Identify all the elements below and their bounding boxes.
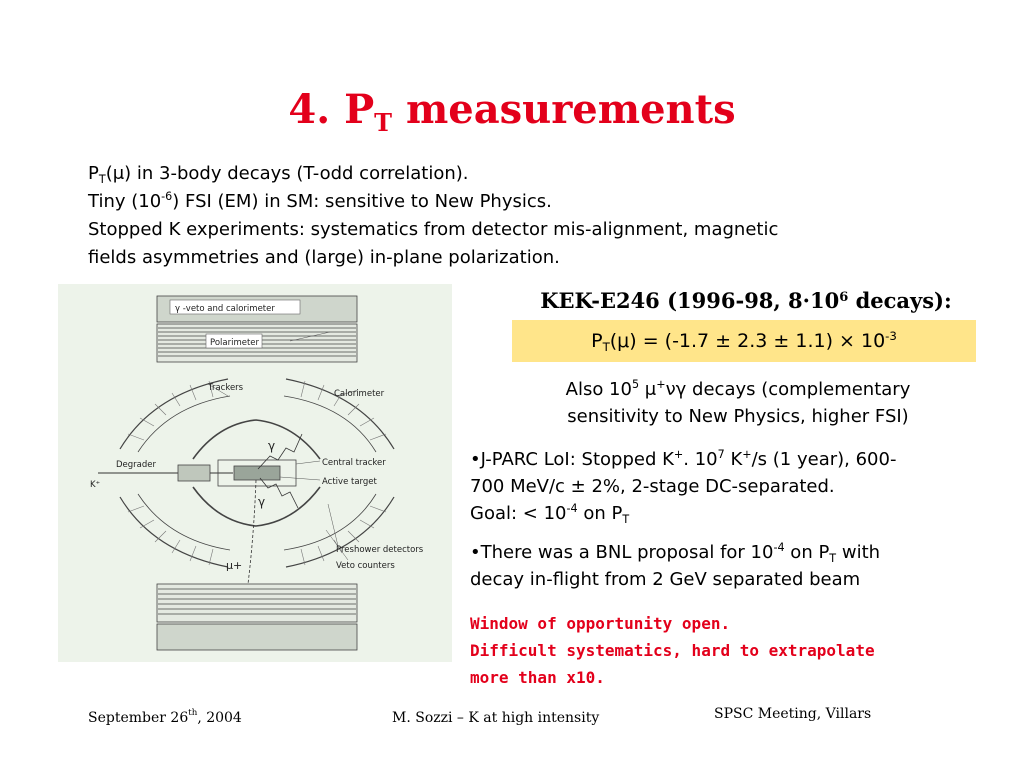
label-gamma-top: γ	[268, 439, 276, 453]
also-text	[500, 376, 976, 430]
detector-schematic	[58, 284, 452, 662]
label-kplus: K⁺	[90, 480, 101, 490]
label-degrader: Degrader	[116, 460, 156, 470]
conclusion-text	[470, 610, 1010, 691]
lower-tracker	[193, 487, 320, 526]
label-polarimeter: Polarimeter	[210, 338, 260, 348]
label-veto-calorimeter: γ -veto and calorimeter	[175, 304, 275, 314]
lower-right-calorimeter-arc	[286, 497, 394, 567]
gamma-track-bottom	[260, 478, 298, 508]
intro-line-3: Stopped K experiments: systematics from detector mis-alignment, magnetic	[88, 219, 779, 240]
bullet-bnl: •There was a BNL proposal for $10^{-4}$ on $P_T$ with decay in-flight from 2 GeV separated beam	[470, 541, 881, 590]
kek-heading: KEK-E246 (1996-98, $8\cdot 10^6$ decays):	[540, 288, 952, 313]
footer-meeting: SPSC Meeting, Villars	[714, 706, 872, 722]
degrader-block	[178, 465, 210, 481]
bullet-list	[470, 446, 998, 605]
also-line-1: Also $10^5$ μ+νγ decays (complementary	[565, 378, 911, 400]
conclusion-line-3: more than x10.	[470, 668, 605, 687]
lower-left-inner-arc	[138, 494, 230, 550]
bottom-polarimeter-block	[157, 584, 357, 622]
label-central-tracker: Central tracker	[322, 458, 386, 468]
conclusion-line-2: Difficult systematics, hard to extrapolate	[470, 641, 875, 660]
upper-tracker	[193, 420, 320, 459]
gamma-track-top	[258, 434, 302, 469]
conclusion-line-1: Window of opportunity open.	[470, 614, 731, 633]
footer-author: M. Sozzi – K at high intensity	[392, 710, 600, 726]
intro-line-4: fields asymmetries and (large) in-plane polarization.	[88, 247, 560, 268]
footer-date: September 26th, 2004	[88, 708, 242, 726]
detector-diagram	[58, 284, 452, 662]
label-trackers: Trackers	[208, 383, 244, 393]
label-muplus: μ+	[226, 559, 243, 572]
label-calorimeter: Calorimeter	[334, 389, 385, 399]
bottom-veto-block	[157, 624, 357, 650]
slide-title: 4. $P_T$ measurements	[288, 86, 736, 137]
label-preshower: Preshower detectors	[336, 545, 424, 555]
bullet-jparc: •J-PARC LoI: Stopped K+. $10^7$ K+/s (1 year), 600- 700 MeV/c ± 2%, 2-stage DC-separated. Goal: < $10^{-4}$ on $P_T$	[470, 448, 897, 526]
intro-text	[88, 160, 968, 272]
label-active-target: Active target	[322, 477, 377, 487]
label-veto-counters: Veto counters	[336, 561, 395, 571]
also-line-2: sensitivity to New Physics, higher FSI)	[567, 406, 909, 427]
active-target	[234, 466, 280, 480]
intro-line-1: $P_T(\mu)$ in 3-body decays (T-odd correlation).	[88, 163, 469, 186]
muon-track	[248, 480, 256, 584]
label-gamma-bottom: γ	[258, 495, 266, 509]
intro-line-2: Tiny $(10^{-6})$ FSI (EM) in SM: sensitive to New Physics.	[88, 190, 552, 212]
lower-right-inner-arc	[284, 494, 376, 550]
upper-left-inner-arc	[138, 396, 230, 452]
result-box: $P_T(\mu) = (-1.7 \pm 2.3 \pm 1.1) \times 10^{-3}$	[512, 320, 976, 362]
